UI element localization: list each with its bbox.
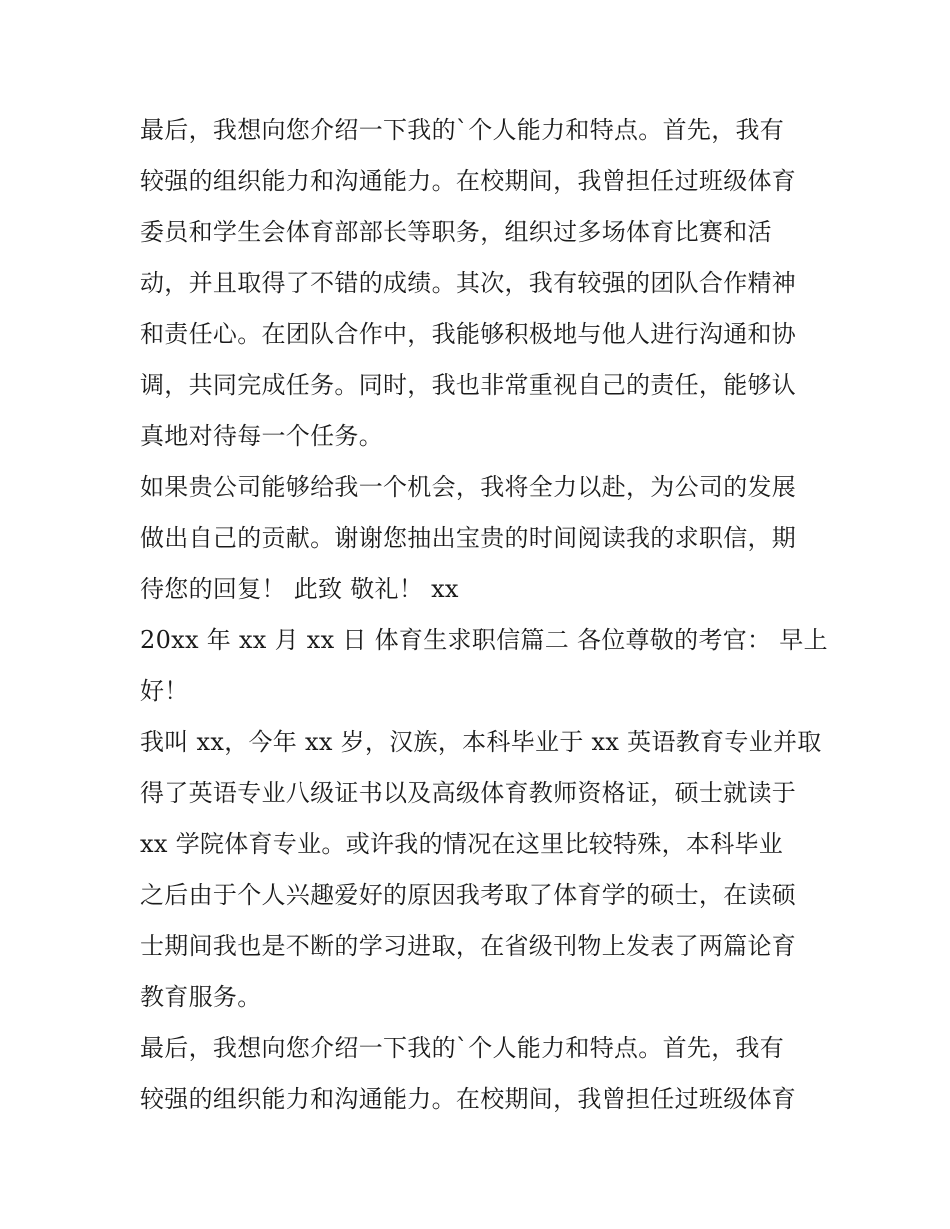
- text-line: 好！: [140, 677, 189, 705]
- text-line: 待您的回复！ 此致 敬礼！ xx: [140, 575, 459, 603]
- document-body: [140, 108, 828, 1128]
- text-line: 最后，我想向您介绍一下我的`个人能力和特点。首先，我有: [140, 116, 785, 144]
- text-line: 动，并且取得了不错的成绩。其次，我有较强的团队合作精神: [140, 269, 797, 297]
- text-line: 调，共同完成任务。同时，我也非常重视自己的责任，能够认: [140, 371, 797, 399]
- text-line: 士期间我也是不断的学习进取，在省级刊物上发表了两篇论育: [140, 932, 797, 960]
- text-line: 和责任心。在团队合作中，我能够积极地与他人进行沟通和协: [140, 320, 797, 348]
- text-line: 之后由于个人兴趣爱好的原因我考取了体育学的硕士，在读硕: [140, 881, 797, 909]
- text-line: 较强的组织能力和沟通能力。在校期间，我曾担任过班级体育: [140, 1085, 797, 1113]
- text-line: 教育服务。: [140, 983, 262, 1011]
- text-line: 如果贵公司能够给我一个机会，我将全力以赴，为公司的发展: [140, 473, 797, 501]
- text-line: 真地对待每一个任务。: [140, 422, 383, 450]
- text-line: 做出自己的贡献。谢谢您抽出宝贵的时间阅读我的求职信，期: [140, 524, 797, 552]
- text-line: 最后，我想向您介绍一下我的`个人能力和特点。首先，我有: [140, 1034, 785, 1062]
- text-line: xx 学院体育专业。或许我的情况在这里比较特殊，本科毕业: [140, 830, 784, 858]
- text-line: 20xx 年 xx 月 xx 日 体育生求职信篇二 各位尊敬的考官： 早上: [140, 626, 828, 654]
- text-line: 委员和学生会体育部部长等职务，组织过多场体育比赛和活: [140, 218, 772, 246]
- text-line: 得了英语专业八级证书以及高级体育教师资格证，硕士就读于: [140, 779, 797, 807]
- text-line: 较强的组织能力和沟通能力。在校期间，我曾担任过班级体育: [140, 167, 797, 195]
- text-line: 我叫 xx，今年 xx 岁，汉族，本科毕业于 xx 英语教育专业并取: [140, 728, 822, 756]
